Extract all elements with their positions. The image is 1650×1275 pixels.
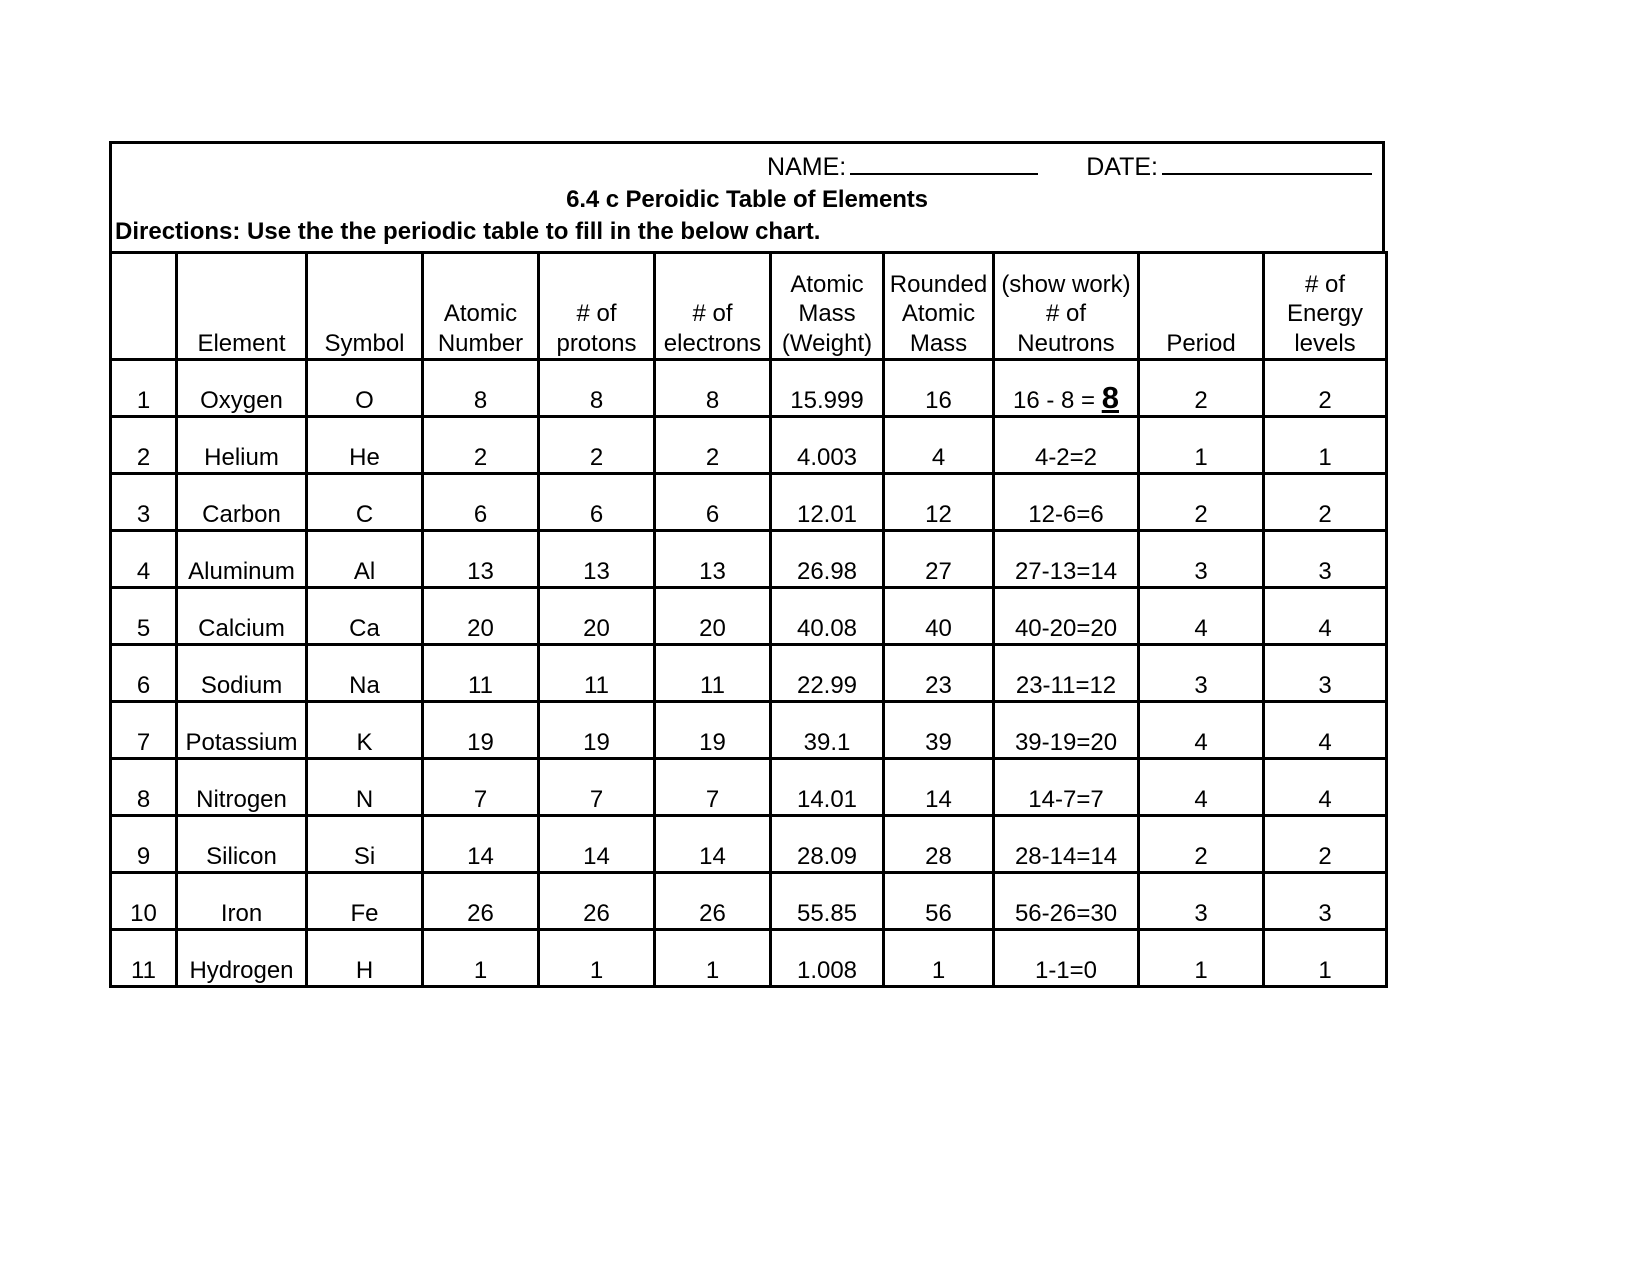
cell-electrons[interactable]: 13 xyxy=(655,531,771,588)
column-header-symbol: Symbol xyxy=(307,253,423,360)
date-blank-line[interactable] xyxy=(1162,151,1372,175)
cell-atomic-mass[interactable]: 39.1 xyxy=(771,702,884,759)
column-header-period: Period xyxy=(1139,253,1264,360)
column-header-atomic-mass: Atomic Mass (Weight) xyxy=(771,253,884,360)
name-date-row xyxy=(112,144,1382,182)
cell-atomic-number[interactable]: 11 xyxy=(423,645,539,702)
cell-electrons[interactable]: 20 xyxy=(655,588,771,645)
cell-rounded-mass[interactable]: 23 xyxy=(884,645,994,702)
cell-atomic-mass[interactable]: 14.01 xyxy=(771,759,884,816)
cell-index: 6 xyxy=(111,645,177,702)
worksheet xyxy=(109,141,1385,988)
cell-period[interactable]: 4 xyxy=(1139,759,1264,816)
cell-rounded-mass[interactable]: 14 xyxy=(884,759,994,816)
column-header-electrons: # of electrons xyxy=(655,253,771,360)
cell-index: 11 xyxy=(111,930,177,987)
cell-energy-levels[interactable]: 2 xyxy=(1264,360,1387,417)
worksheet-header xyxy=(109,141,1385,254)
cell-element[interactable]: Sodium xyxy=(177,645,307,702)
cell-atomic-number[interactable]: 2 xyxy=(423,417,539,474)
cell-element[interactable]: Nitrogen xyxy=(177,759,307,816)
name-label: NAME: xyxy=(767,153,847,181)
cell-atomic-number[interactable]: 13 xyxy=(423,531,539,588)
cell-index: 3 xyxy=(111,474,177,531)
cell-energy-levels[interactable]: 4 xyxy=(1264,588,1387,645)
cell-element[interactable]: Helium xyxy=(177,417,307,474)
name-blank-line[interactable] xyxy=(850,151,1038,175)
cell-index: 2 xyxy=(111,417,177,474)
cell-element[interactable]: Carbon xyxy=(177,474,307,531)
date-label: DATE: xyxy=(1086,153,1158,181)
cell-electrons[interactable]: 1 xyxy=(655,930,771,987)
cell-atomic-number[interactable]: 7 xyxy=(423,759,539,816)
cell-element[interactable]: Aluminum xyxy=(177,531,307,588)
cell-atomic-mass[interactable]: 1.008 xyxy=(771,930,884,987)
cell-protons[interactable]: 6 xyxy=(539,474,655,531)
cell-energy-levels[interactable]: 3 xyxy=(1264,645,1387,702)
cell-atomic-number[interactable]: 14 xyxy=(423,816,539,873)
cell-electrons[interactable]: 19 xyxy=(655,702,771,759)
cell-period[interactable]: 2 xyxy=(1139,816,1264,873)
cell-atomic-mass[interactable]: 22.99 xyxy=(771,645,884,702)
table-row xyxy=(111,873,1387,930)
cell-electrons[interactable]: 2 xyxy=(655,417,771,474)
cell-symbol[interactable]: O xyxy=(307,360,423,417)
cell-neutrons-work[interactable]: 39-19=20 xyxy=(994,702,1139,759)
cell-element[interactable]: Oxygen xyxy=(177,360,307,417)
table-body xyxy=(111,360,1387,987)
table-row xyxy=(111,759,1387,816)
cell-neutrons-work[interactable]: 1-1=0 xyxy=(994,930,1139,987)
cell-energy-levels[interactable]: 1 xyxy=(1264,930,1387,987)
cell-rounded-mass[interactable]: 16 xyxy=(884,360,994,417)
cell-energy-levels[interactable]: 1 xyxy=(1264,417,1387,474)
worksheet-directions: Directions: Use the the periodic table to fill in the below chart. xyxy=(115,218,821,245)
cell-symbol[interactable]: Si xyxy=(307,816,423,873)
table-row xyxy=(111,816,1387,873)
cell-period[interactable]: 2 xyxy=(1139,474,1264,531)
cell-index: 4 xyxy=(111,531,177,588)
column-header-neutrons: (show work) # of Neutrons xyxy=(994,253,1139,360)
cell-atomic-mass[interactable]: 40.08 xyxy=(771,588,884,645)
cell-index: 8 xyxy=(111,759,177,816)
table-row xyxy=(111,360,1387,417)
cell-symbol[interactable]: H xyxy=(307,930,423,987)
cell-neutrons-work[interactable]: 23-11=12 xyxy=(994,645,1139,702)
cell-atomic-number[interactable]: 1 xyxy=(423,930,539,987)
cell-atomic-mass[interactable]: 28.09 xyxy=(771,816,884,873)
cell-energy-levels[interactable]: 3 xyxy=(1264,873,1387,930)
cell-period[interactable]: 3 xyxy=(1139,645,1264,702)
column-header-atomic-number: Atomic Number xyxy=(423,253,539,360)
cell-element[interactable]: Iron xyxy=(177,873,307,930)
cell-symbol[interactable]: Na xyxy=(307,645,423,702)
cell-protons[interactable]: 13 xyxy=(539,531,655,588)
cell-energy-levels[interactable]: 4 xyxy=(1264,759,1387,816)
cell-neutrons-work[interactable]: 4-2=2 xyxy=(994,417,1139,474)
cell-atomic-number[interactable]: 20 xyxy=(423,588,539,645)
cell-protons[interactable]: 20 xyxy=(539,588,655,645)
cell-symbol[interactable]: Ca xyxy=(307,588,423,645)
cell-period[interactable]: 1 xyxy=(1139,930,1264,987)
cell-neutrons-work[interactable]: 12-6=6 xyxy=(994,474,1139,531)
cell-protons[interactable]: 14 xyxy=(539,816,655,873)
cell-symbol[interactable]: N xyxy=(307,759,423,816)
cell-rounded-mass[interactable]: 39 xyxy=(884,702,994,759)
cell-period[interactable]: 4 xyxy=(1139,588,1264,645)
cell-rounded-mass[interactable]: 27 xyxy=(884,531,994,588)
cell-atomic-number[interactable]: 19 xyxy=(423,702,539,759)
cell-atomic-mass[interactable]: 55.85 xyxy=(771,873,884,930)
cell-atomic-mass[interactable]: 15.999 xyxy=(771,360,884,417)
cell-neutrons-work[interactable]: 27-13=14 xyxy=(994,531,1139,588)
cell-atomic-mass[interactable]: 4.003 xyxy=(771,417,884,474)
cell-protons[interactable]: 1 xyxy=(539,930,655,987)
cell-rounded-mass[interactable]: 1 xyxy=(884,930,994,987)
cell-neutrons-work[interactable]: 14-7=7 xyxy=(994,759,1139,816)
table-row xyxy=(111,531,1387,588)
cell-energy-levels[interactable]: 4 xyxy=(1264,702,1387,759)
cell-element[interactable]: Hydrogen xyxy=(177,930,307,987)
cell-element[interactable]: Calcium xyxy=(177,588,307,645)
column-header-protons: # of protons xyxy=(539,253,655,360)
cell-electrons[interactable]: 14 xyxy=(655,816,771,873)
cell-protons[interactable]: 2 xyxy=(539,417,655,474)
table-row xyxy=(111,474,1387,531)
column-header-energy-levels: # of Energy levels xyxy=(1264,253,1387,360)
cell-rounded-mass[interactable]: 56 xyxy=(884,873,994,930)
neutrons-work-answer: 8 xyxy=(1101,379,1119,415)
cell-element[interactable]: Silicon xyxy=(177,816,307,873)
cell-atomic-number[interactable]: 26 xyxy=(423,873,539,930)
cell-rounded-mass[interactable]: 28 xyxy=(884,816,994,873)
table-header-row xyxy=(111,253,1387,360)
table-row xyxy=(111,417,1387,474)
cell-protons[interactable]: 7 xyxy=(539,759,655,816)
cell-rounded-mass[interactable]: 4 xyxy=(884,417,994,474)
neutrons-work-expression: 16 - 8 = xyxy=(1013,386,1102,414)
cell-protons[interactable]: 26 xyxy=(539,873,655,930)
cell-rounded-mass[interactable]: 40 xyxy=(884,588,994,645)
cell-neutrons-work[interactable]: 40-20=20 xyxy=(994,588,1139,645)
column-header-rounded-atomic-mass: Rounded Atomic Mass xyxy=(884,253,994,360)
cell-period[interactable]: 1 xyxy=(1139,417,1264,474)
cell-atomic-number[interactable]: 8 xyxy=(423,360,539,417)
cell-neutrons-work[interactable] xyxy=(994,360,1139,417)
cell-period[interactable]: 4 xyxy=(1139,702,1264,759)
cell-symbol[interactable]: K xyxy=(307,702,423,759)
cell-index: 10 xyxy=(111,873,177,930)
cell-period[interactable]: 3 xyxy=(1139,531,1264,588)
cell-atomic-mass[interactable]: 12.01 xyxy=(771,474,884,531)
cell-index: 7 xyxy=(111,702,177,759)
cell-symbol[interactable]: Al xyxy=(307,531,423,588)
cell-atomic-number[interactable]: 6 xyxy=(423,474,539,531)
cell-symbol[interactable]: C xyxy=(307,474,423,531)
cell-rounded-mass[interactable]: 12 xyxy=(884,474,994,531)
cell-electrons[interactable]: 6 xyxy=(655,474,771,531)
column-header-element: Element xyxy=(177,253,307,360)
table-row xyxy=(111,930,1387,987)
cell-atomic-mass[interactable]: 26.98 xyxy=(771,531,884,588)
cell-index: 1 xyxy=(111,360,177,417)
cell-neutrons-work[interactable]: 28-14=14 xyxy=(994,816,1139,873)
worksheet-title: 6.4 c Peroidic Table of Elements xyxy=(566,186,928,213)
cell-index: 5 xyxy=(111,588,177,645)
cell-protons[interactable]: 8 xyxy=(539,360,655,417)
cell-period[interactable]: 2 xyxy=(1139,360,1264,417)
cell-energy-levels[interactable]: 3 xyxy=(1264,531,1387,588)
cell-neutrons-work[interactable]: 56-26=30 xyxy=(994,873,1139,930)
cell-symbol[interactable]: Fe xyxy=(307,873,423,930)
cell-electrons[interactable]: 7 xyxy=(655,759,771,816)
cell-electrons[interactable]: 26 xyxy=(655,873,771,930)
cell-symbol[interactable]: He xyxy=(307,417,423,474)
table-row xyxy=(111,588,1387,645)
table-row xyxy=(111,702,1387,759)
cell-energy-levels[interactable]: 2 xyxy=(1264,816,1387,873)
cell-protons[interactable]: 19 xyxy=(539,702,655,759)
cell-index: 9 xyxy=(111,816,177,873)
cell-electrons[interactable]: 11 xyxy=(655,645,771,702)
cell-protons[interactable]: 11 xyxy=(539,645,655,702)
cell-period[interactable]: 3 xyxy=(1139,873,1264,930)
column-header-index xyxy=(111,253,177,360)
cell-energy-levels[interactable]: 2 xyxy=(1264,474,1387,531)
elements-chart xyxy=(109,251,1388,988)
table-row xyxy=(111,645,1387,702)
cell-element[interactable]: Potassium xyxy=(177,702,307,759)
cell-electrons[interactable]: 8 xyxy=(655,360,771,417)
